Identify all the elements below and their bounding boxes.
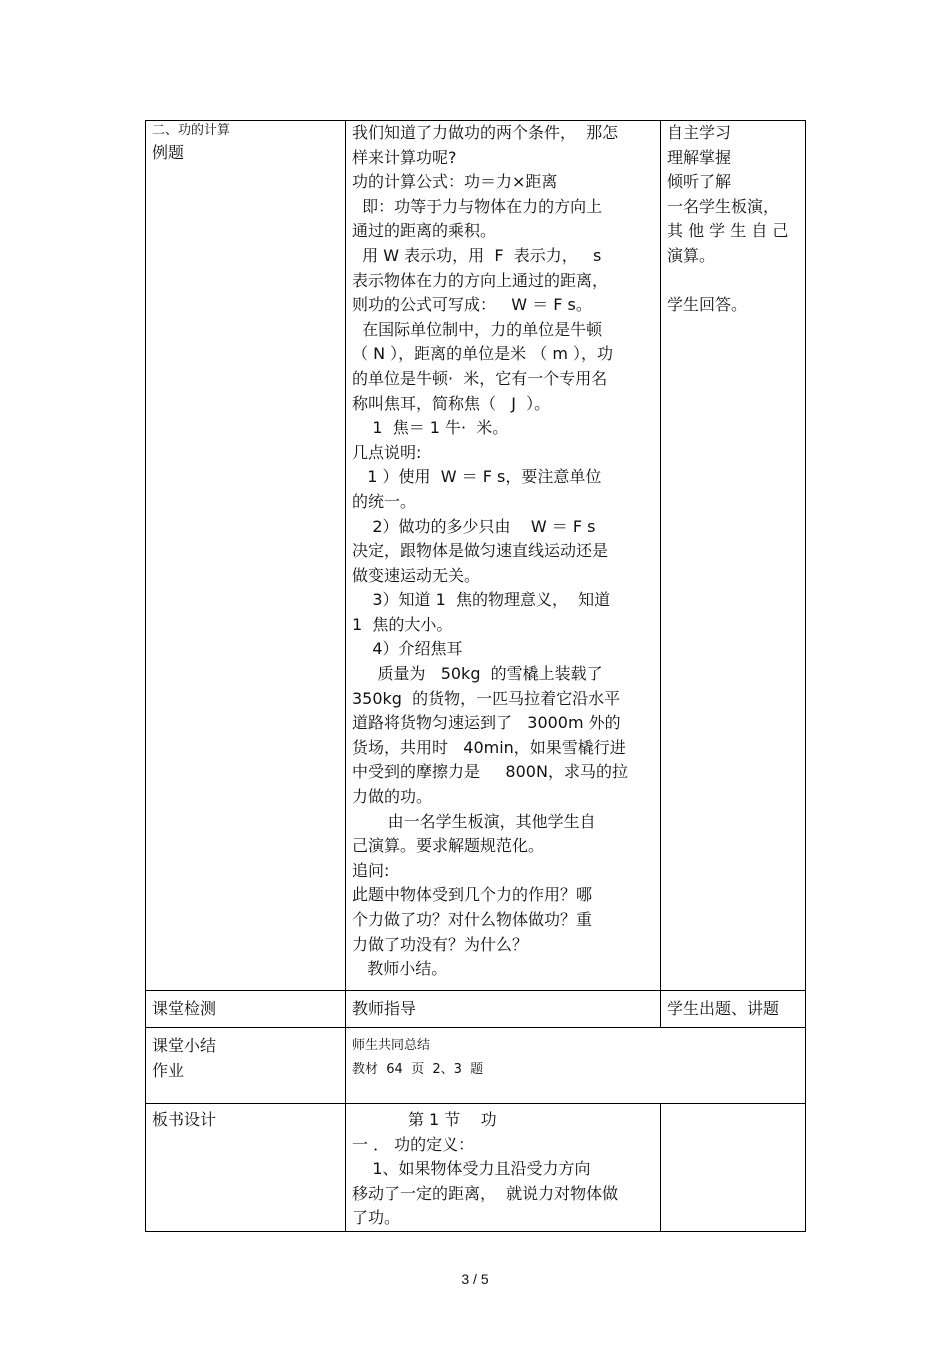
table-row [146,991,806,1028]
text-line: 学生回答。 [667,295,748,315]
student-activity-cell [661,991,806,1028]
teacher-activity-cell [346,991,661,1028]
section-label-cell [146,1028,346,1104]
text-line: 2）做功的多少只由 W ＝ F s [352,516,596,536]
text-line: 1 焦＝ 1 牛· 米。 [352,418,509,438]
text-line: 移动了一定的距离， 就说力对物体做 [352,1183,619,1203]
text-line: 个力做了功？对什么物体做功？重 [352,910,593,929]
table-row [146,1028,806,1104]
student-activity-cell [661,121,806,991]
text-line: 道路将货物匀速运到了 3000m 外的 [352,713,621,733]
text-line: 师生共同总结 [352,1038,431,1053]
text-line: 做变速运动无关。 [352,565,481,585]
text-line: 己演算。要求解题规范化。 [352,836,545,856]
lesson-plan-table [145,120,806,1232]
text-line: 1、如果物体受力且沿受力方向 [352,1159,591,1179]
section-label-cell [146,991,346,1028]
text-line: 3）知道 1 焦的物理意义， 知道 [352,590,611,610]
text-line: 即：功等于力与物体在力的方向上 [352,196,603,216]
teacher-activity-cell [346,121,661,991]
section-heading: 课堂小结 [152,1036,217,1055]
text-line: 一 ． 功的定义： [352,1134,475,1154]
table-row [146,121,806,991]
text-line: 称叫焦耳，简称焦（ J ）。 [352,393,551,413]
text-line: 样来计算功呢? [352,147,457,167]
text-line: 第 1 节 功 [352,1110,497,1129]
text-line: 力做的功。 [352,787,433,807]
text-line: 1 ）使用 W ＝ F s，要注意单位 [352,467,602,487]
text-line: 中受到的摩擦力是 800N，求马的拉 [352,762,628,782]
section-label-cell [146,121,346,991]
text-line: 教材 64 页 2、3 题 [352,1062,484,1077]
lesson-plan-table-container [145,120,805,1232]
text-line: 其 他 学 生 自 己 [667,221,789,241]
text-line: 倾听了解 [667,172,732,192]
text-line: 教师指导 [352,999,417,1018]
text-line: 理解掌握 [667,147,732,167]
text-line: 此题中物体受到几个力的作用？哪 [352,885,593,905]
text-line: 由一名学生板演，其他学生自 [352,811,596,831]
text-line: 了功。 [352,1208,401,1228]
section-heading: 板书设计 [152,1110,217,1129]
text-line: （ N ），距离的单位是米 （ m ），功 [352,344,613,364]
text-line: 我们知道了力做功的两个条件， 那怎 [352,123,619,142]
text-line: 4）介绍焦耳 [352,639,463,659]
text-line: 一名学生板演， [667,196,780,216]
text-line: 决定，跟物体是做匀速直线运动还是 [352,541,609,561]
text-line: 质量为 50kg 的雪橇上装载了 [352,664,603,684]
text-line: 演算。 [667,245,716,265]
board-design-cell [346,1104,661,1232]
text-line: 的统一。 [352,491,417,511]
text-line: 追问: [352,860,390,880]
text-line: 则功的公式可写成： W ＝ F s。 [352,295,592,315]
text-line: 学生出题、讲题 [667,999,780,1018]
text-line: 功的计算公式：功＝力×距离 [352,172,558,192]
page-number: 3 / 5 [461,1271,489,1287]
table-row [146,1104,806,1232]
section-label-cell [146,1104,346,1232]
text-line: 350kg 的货物，一匹马拉着它沿水平 [352,688,621,708]
text-line: 自主学习 [667,123,732,142]
section-heading: 作业 [152,1060,185,1080]
text-line [667,269,799,294]
text-line: 通过的距离的乘积。 [352,221,497,241]
text-line: 的单位是牛顿· 米，它有一个专用名 [352,368,608,388]
text-line: 1 焦的大小。 [352,614,453,634]
section-heading: 二、功的计算 [152,123,231,138]
text-line: 用 W 表示功，用 F 表示力， s [352,245,602,265]
empty-cell [661,1104,806,1232]
text-line: 力做了功没有？为什么？ [352,934,529,954]
text-line: 几点说明: [352,442,422,462]
section-subheading: 例题 [152,143,185,162]
summary-cell [346,1028,806,1104]
section-heading: 课堂检测 [152,999,217,1018]
text-line: 在国际单位制中，力的单位是牛顿 [352,319,603,339]
text-line: 表示物体在力的方向上通过的距离， [352,270,609,290]
text-line: 货场，共用时 40min，如果雪橇行进 [352,737,626,757]
text-line: 教师小结。 [352,959,448,979]
